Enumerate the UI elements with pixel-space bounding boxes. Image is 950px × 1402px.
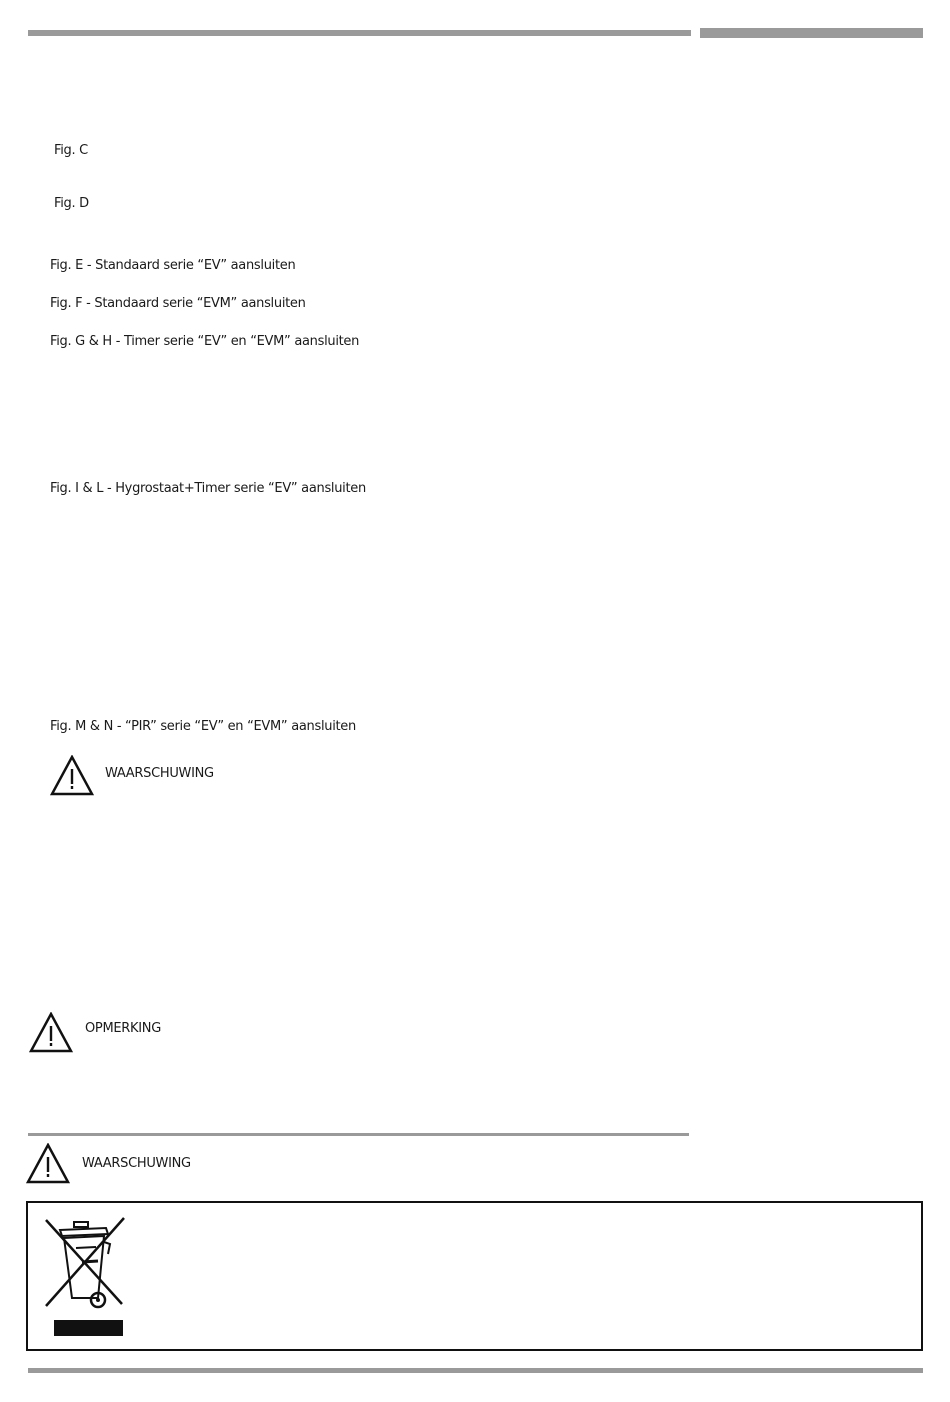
section-divider: [28, 1133, 689, 1136]
warning-triangle-icon: [26, 1143, 70, 1184]
weee-disposal-box: [26, 1201, 923, 1351]
figure-caption-i-l: Fig. I & L - Hygrostaat+Timer serie “EV” aansluiten: [50, 481, 366, 496]
crossed-out-wheelie-bin-icon: [40, 1214, 128, 1338]
footer-rule: [28, 1368, 923, 1373]
figure-caption-c: Fig. C: [54, 143, 88, 158]
header-tab-rule: [700, 28, 923, 38]
figure-caption-m-n: Fig. M & N - “PIR” serie “EV” en “EVM” aansluiten: [50, 719, 356, 734]
figure-caption-g-h: Fig. G & H - Timer serie “EV” en “EVM” aansluiten: [50, 334, 360, 349]
figure-caption-f: Fig. F - Standaard serie “EVM” aansluiten: [50, 296, 306, 311]
header-rule: [28, 30, 691, 36]
figure-caption-e: Fig. E - Standaard serie “EV” aansluiten: [50, 258, 296, 273]
note-label: OPMERKING: [85, 1021, 161, 1036]
warning-label: WAARSCHUWING: [82, 1156, 191, 1171]
warning-label: WAARSCHUWING: [105, 766, 214, 781]
figure-caption-d: Fig. D: [54, 196, 89, 211]
warning-triangle-icon: [29, 1012, 73, 1053]
warning-triangle-icon: [50, 755, 94, 796]
